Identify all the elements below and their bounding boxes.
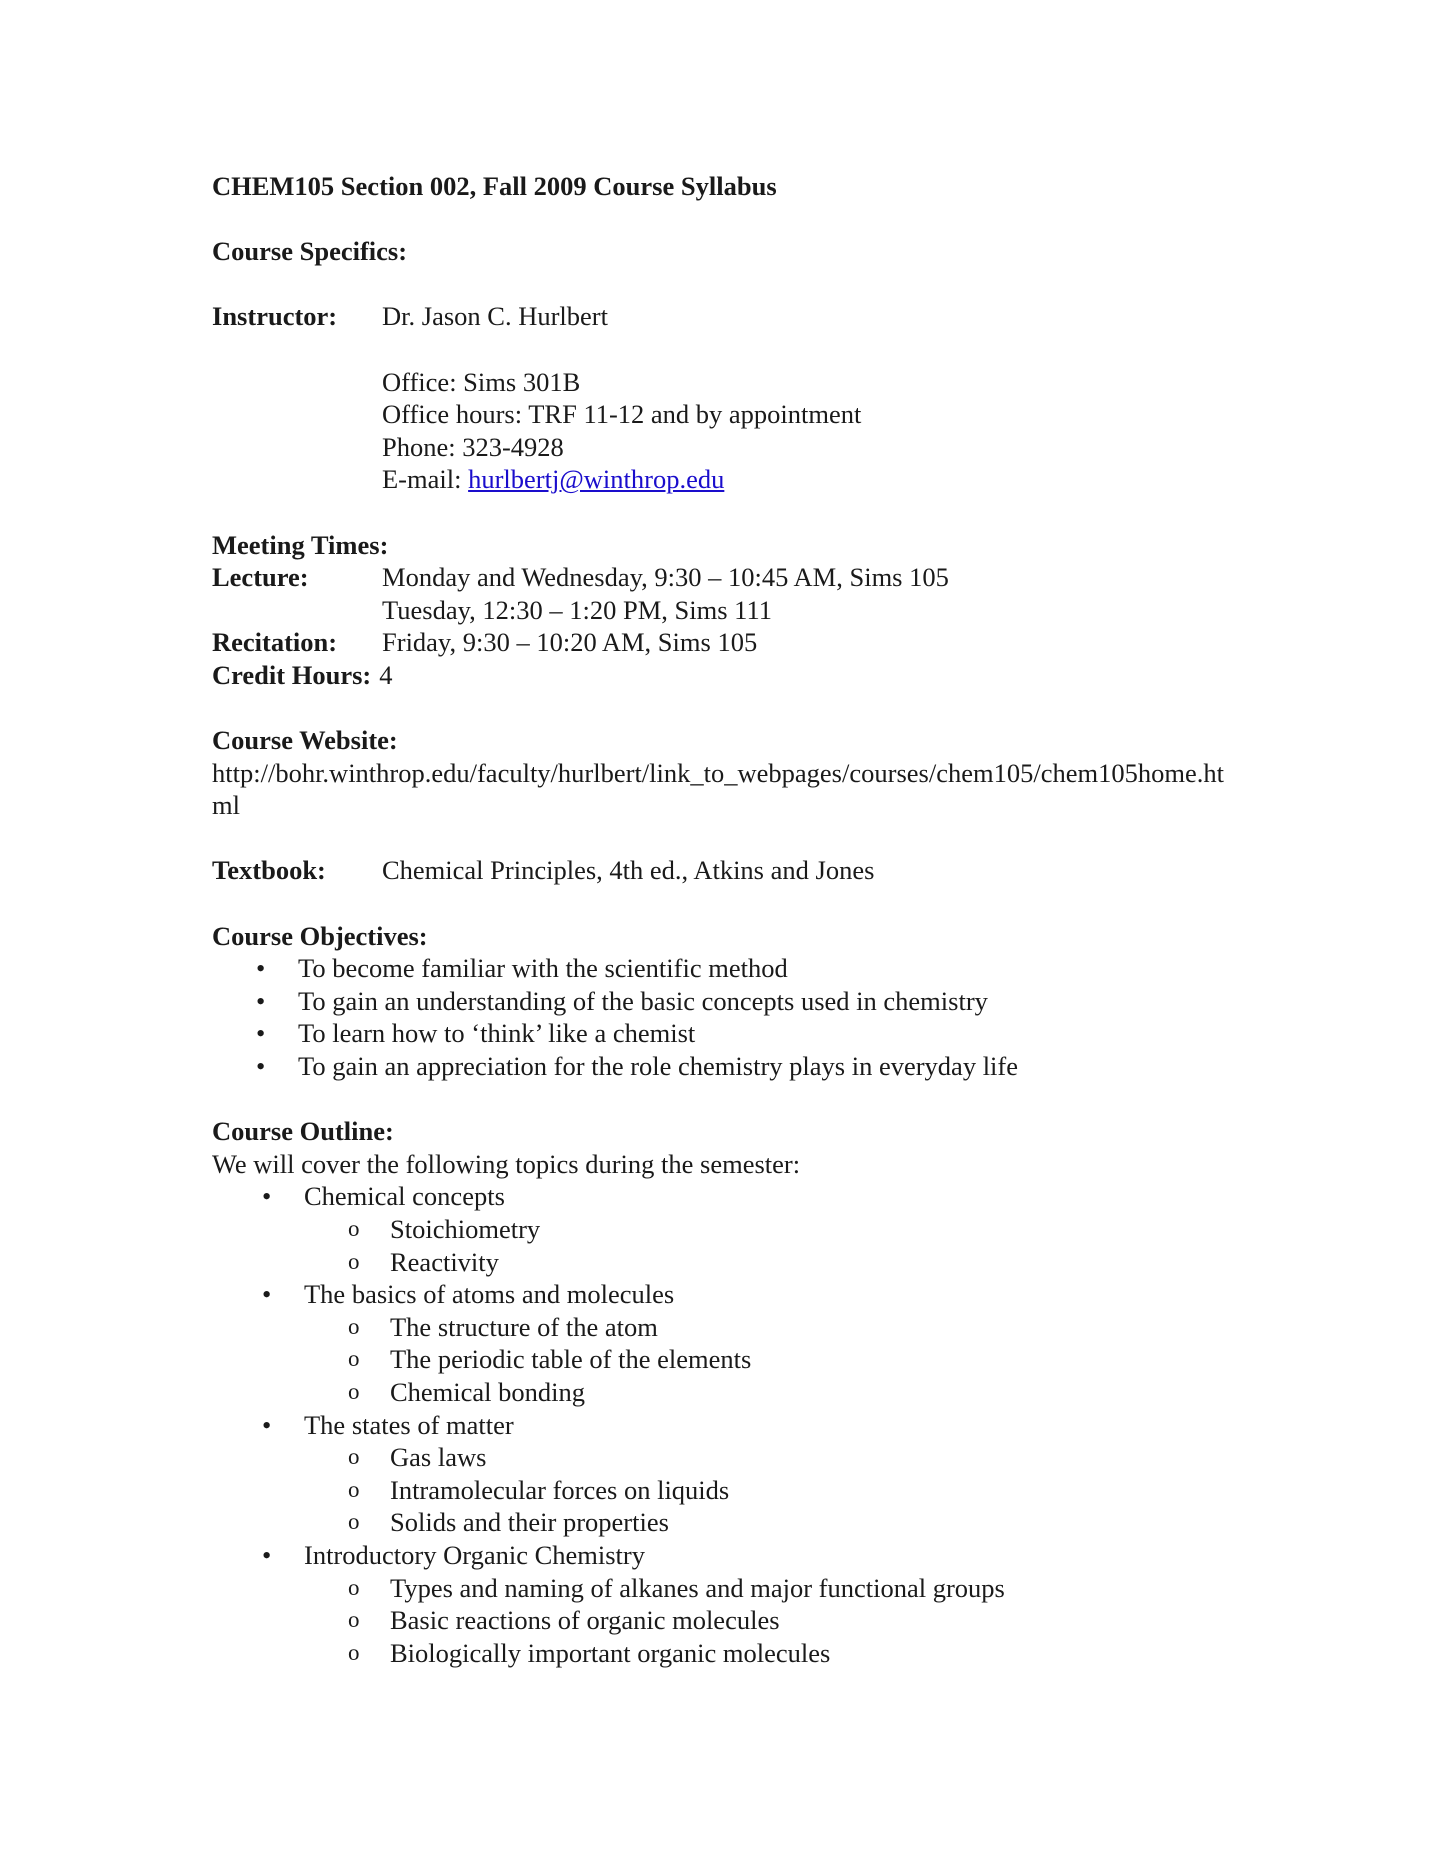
- outline-topic: [212, 1278, 1272, 1408]
- lecture-label: Lecture:: [212, 562, 309, 593]
- outline-subtopics: [304, 1213, 1272, 1278]
- textbook-label: Textbook:: [212, 855, 326, 886]
- outline-subtopic: o Solids and their properties: [304, 1506, 1272, 1539]
- list-item: • To gain an appreciation for the role chemistry plays in everyday life: [212, 1050, 1272, 1083]
- outline-topic-label: • The states of matter: [304, 1409, 1272, 1442]
- office-hours-line: Office hours: TRF 11-12 and by appointment: [382, 399, 862, 430]
- outline-subtopic: o Chemical bonding: [304, 1376, 1272, 1409]
- credit-hours-value: 4: [379, 659, 393, 690]
- outline-topic: [212, 1539, 1272, 1669]
- meeting-times-heading: Meeting Times:: [212, 529, 389, 560]
- phone-line: Phone: 323-4928: [382, 431, 564, 462]
- outline-subtopics: [304, 1441, 1272, 1539]
- instructor-name: Dr. Jason C. Hurlbert: [382, 301, 608, 332]
- lecture-time-2: Tuesday, 12:30 – 1:20 PM, Sims 111: [382, 594, 772, 625]
- outline-topic: [212, 1180, 1272, 1278]
- course-outline-heading: Course Outline:: [212, 1116, 394, 1147]
- outline-subtopic: o Reactivity: [304, 1246, 1272, 1279]
- outline-subtopic: o Stoichiometry: [304, 1213, 1272, 1246]
- credit-hours-row: [212, 659, 1272, 692]
- outline-subtopic: o Intramolecular forces on liquids: [304, 1474, 1272, 1507]
- credit-hours-label: Credit Hours:: [212, 659, 372, 690]
- list-item: • To become familiar with the scientific method: [212, 952, 1272, 985]
- email-link[interactable]: hurlbertj@winthrop.edu: [468, 464, 725, 495]
- outline-subtopic: o Types and naming of alkanes and major functional groups: [304, 1572, 1272, 1605]
- recitation-label: Recitation:: [212, 627, 338, 658]
- recitation-row: [212, 626, 1272, 659]
- objectives-list: [212, 952, 1272, 1082]
- recitation-time: Friday, 9:30 – 10:20 AM, Sims 105: [382, 627, 758, 658]
- syllabus-page: [212, 170, 1272, 1669]
- lecture-time-1: Monday and Wednesday, 9:30 – 10:45 AM, Sims 105: [382, 562, 949, 593]
- outline-subtopics: [304, 1311, 1272, 1409]
- email-line: [212, 463, 1272, 496]
- instructor-row: [212, 300, 1272, 333]
- list-item: • To gain an understanding of the basic concepts used in chemistry: [212, 985, 1272, 1018]
- office-line: Office: Sims 301B: [382, 366, 581, 397]
- outline-topic-label: • Introductory Organic Chemistry: [304, 1539, 1272, 1572]
- course-website-url[interactable]: http://bohr.winthrop.edu/faculty/hurlbert/link_to_webpages/courses/chem105/chem105home.html: [212, 757, 1224, 821]
- instructor-label: Instructor:: [212, 301, 338, 332]
- outline-subtopics: [304, 1572, 1272, 1670]
- outline-subtopic: o Gas laws: [304, 1441, 1272, 1474]
- outline-topic-label: • Chemical concepts: [304, 1180, 1272, 1213]
- textbook-value: Chemical Principles, 4th ed., Atkins and Jones: [382, 855, 875, 886]
- outline-subtopic: o The periodic table of the elements: [304, 1343, 1272, 1376]
- course-objectives-heading: Course Objectives:: [212, 920, 428, 951]
- outline-topic-label: • The basics of atoms and molecules: [304, 1278, 1272, 1311]
- outline-topic: [212, 1409, 1272, 1539]
- outline-subtopic: o Basic reactions of organic molecules: [304, 1604, 1272, 1637]
- course-outline-intro: We will cover the following topics during the semester:: [212, 1148, 801, 1179]
- lecture-row: [212, 561, 1272, 594]
- document-title: CHEM105 Section 002, Fall 2009 Course Syllabus: [212, 171, 777, 201]
- textbook-row: [212, 854, 1272, 887]
- course-specifics-heading: Course Specifics:: [212, 236, 408, 267]
- list-item: • To learn how to ‘think’ like a chemist: [212, 1017, 1272, 1050]
- outline-subtopic: o The structure of the atom: [304, 1311, 1272, 1344]
- course-website-heading: Course Website:: [212, 725, 398, 756]
- email-prefix: E-mail:: [382, 464, 469, 495]
- outline-subtopic: o Biologically important organic molecules: [304, 1637, 1272, 1670]
- outline-list: [212, 1180, 1272, 1669]
